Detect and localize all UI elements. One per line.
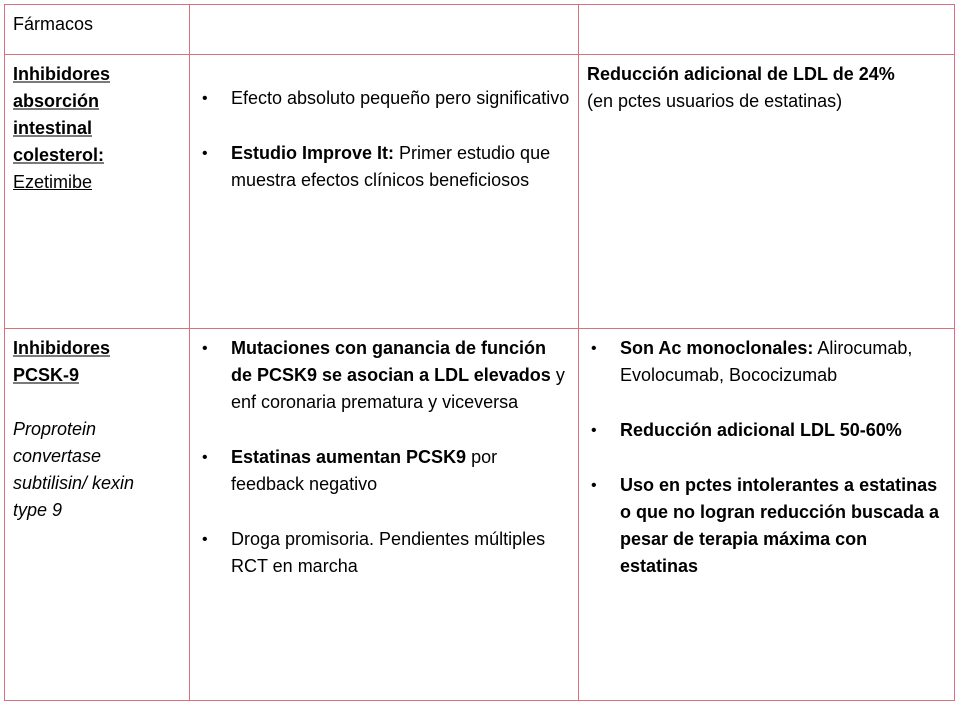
drug-fullname-line: Proprotein bbox=[13, 419, 97, 439]
drug-class-line: absorción bbox=[13, 91, 100, 111]
list-item: • Son Ac monoclonales: Alirocumab, Evolocumab, Bococizumab bbox=[587, 335, 946, 389]
effect-cell bbox=[579, 55, 955, 329]
list-item: • Reducción adicional LDL 50-60% bbox=[587, 417, 946, 444]
header-cell-3 bbox=[579, 5, 955, 55]
evidence-cell bbox=[190, 329, 579, 701]
effect-cell bbox=[579, 329, 955, 701]
bullet-icon: • bbox=[202, 90, 208, 107]
bullet-icon: • bbox=[202, 531, 208, 548]
effect-detail: (en pctes usuarios de estatinas) bbox=[587, 91, 843, 111]
evidence-list bbox=[198, 335, 570, 580]
list-item: • Estudio Improve It: Primer estudio que muestra efectos clínicos beneficiosos bbox=[198, 140, 570, 194]
list-item: • Droga promisoria. Pendientes múltiples RCT en marcha bbox=[198, 526, 570, 580]
list-item: • Uso en pctes intolerantes a estatinas o que no logran reducción buscada a pesar de terapia máxima con estatinas bbox=[587, 472, 946, 580]
table-row-pcsk9 bbox=[5, 329, 955, 701]
effect-list bbox=[587, 335, 946, 580]
drug-class-cell bbox=[5, 329, 190, 701]
header-cell-2 bbox=[190, 5, 579, 55]
drug-fullname-line: convertase bbox=[13, 446, 102, 466]
drug-fullname-line: type 9 bbox=[13, 500, 63, 520]
bullet-icon: • bbox=[591, 422, 597, 439]
list-item: • Efecto absoluto pequeño pero significativo bbox=[198, 85, 570, 112]
drug-class-line: Inhibidores bbox=[13, 64, 111, 84]
drug-name: Ezetimibe bbox=[13, 172, 93, 192]
table-row-ezetimibe bbox=[5, 55, 955, 329]
bullet-icon: • bbox=[202, 449, 208, 466]
drug-class-cell bbox=[5, 55, 190, 329]
effect-headline: Reducción adicional de LDL de 24% bbox=[587, 64, 895, 84]
drug-class-line: PCSK-9 bbox=[13, 365, 80, 385]
evidence-cell bbox=[190, 55, 579, 329]
list-item: • Mutaciones con ganancia de función de PCSK9 se asocian a LDL elevados y enf coronaria prematura y viceversa bbox=[198, 335, 570, 416]
evidence-list bbox=[198, 85, 570, 194]
drug-class-line: Inhibidores bbox=[13, 338, 111, 358]
header-label: Fármacos bbox=[13, 14, 94, 34]
list-item: • Estatinas aumentan PCSK9 por feedback negativo bbox=[198, 444, 570, 498]
bullet-icon: • bbox=[202, 145, 208, 162]
header-cell-drugs bbox=[5, 5, 190, 55]
drug-table bbox=[4, 4, 955, 701]
drug-class-line: intestinal bbox=[13, 118, 93, 138]
header-row bbox=[5, 5, 955, 55]
drug-class-line: colesterol: bbox=[13, 145, 105, 165]
bullet-icon: • bbox=[591, 340, 597, 357]
drug-fullname-line: subtilisin/ kexin bbox=[13, 473, 135, 493]
bullet-icon: • bbox=[591, 477, 597, 494]
bullet-icon: • bbox=[202, 340, 208, 357]
